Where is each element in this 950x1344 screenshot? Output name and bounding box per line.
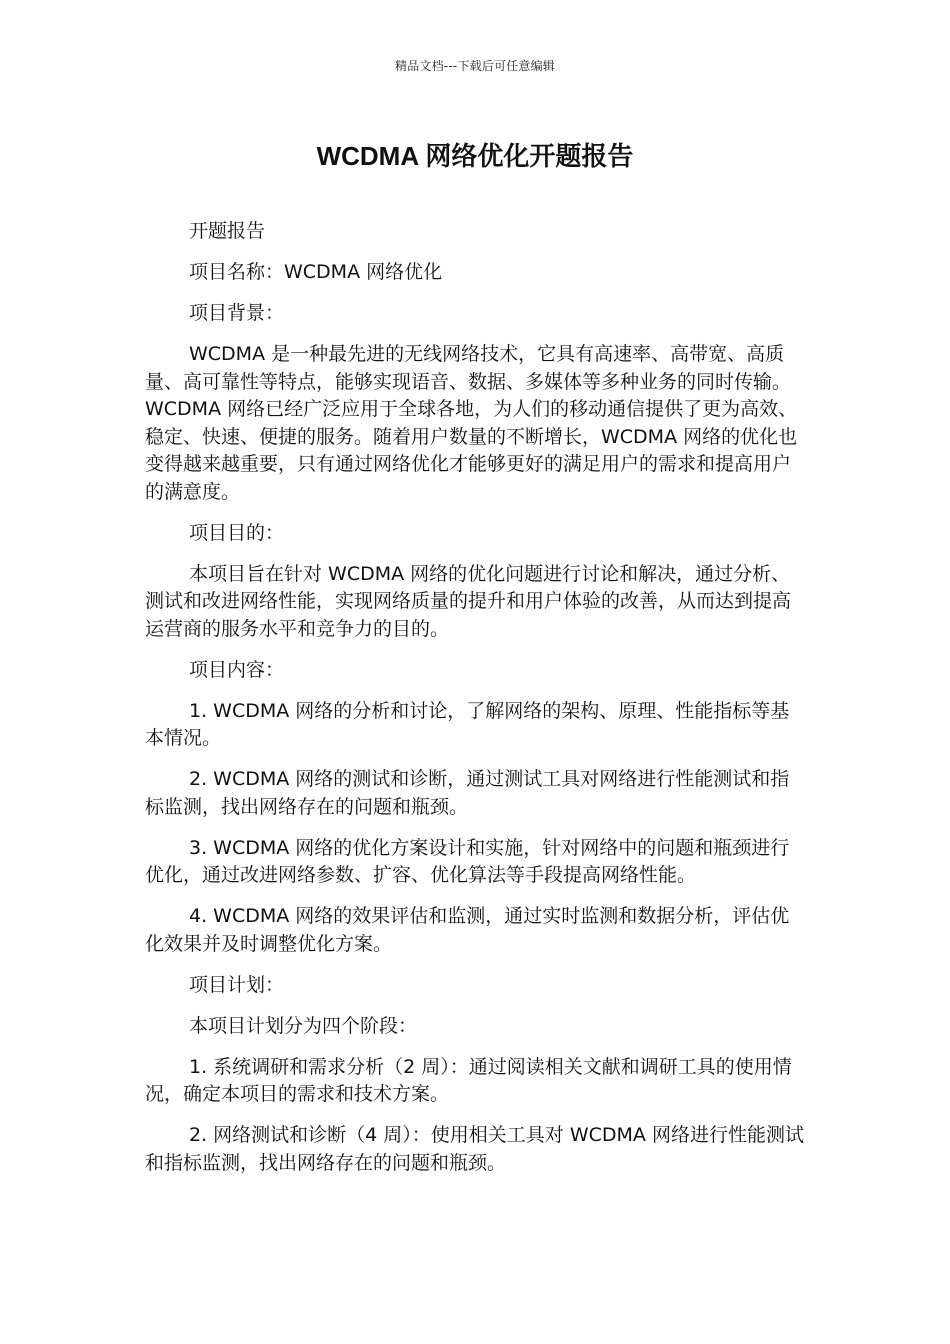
paragraph-content-heading: 项目内容： bbox=[189, 658, 285, 681]
paragraph-report-label: 开题报告 bbox=[189, 220, 266, 242]
paragraph-plan-stage-2: 2. 网络测试和诊断（4 周）：使用相关工具对 WCDMA 网络进行性能测试和指标监测，找出网络存在的问题和瓶颈。 bbox=[145, 1124, 804, 1174]
paragraph-background-heading: 项目背景： bbox=[189, 302, 285, 324]
document-title: WCDMA 网络优化开题报告 bbox=[316, 141, 634, 171]
page-header: 精品文档---下载后可任意编辑 bbox=[395, 59, 555, 73]
document-body bbox=[145, 218, 805, 1191]
paragraph-purpose-heading: 项目目的： bbox=[189, 521, 285, 544]
paragraph-content-item-1: 1. WCDMA 网络的分析和讨论，了解网络的架构、原理、性能指标等基本情况。 bbox=[145, 699, 790, 749]
paragraph-plan-heading: 项目计划： bbox=[189, 973, 285, 996]
paragraph-content-item-3: 3. WCDMA 网络的优化方案设计和实施，针对网络中的问题和瓶颈进行优化，通过改进网络参数、扩容、优化算法等手段提高网络性能。 bbox=[145, 836, 790, 886]
paragraph-content-item-4: 4. WCDMA 网络的效果评估和监测，通过实时监测和数据分析，评估优化效果并及时调整优化方案。 bbox=[145, 905, 790, 955]
paragraph-background-text: WCDMA 是一种最先进的无线网络技术，它具有高速率、高带宽、高质量、高可靠性等特点，能够实现语音、数据、多媒体等多种业务的同时传输。WCDMA 网络已经广泛应用于全球各地，为人们的移动通信提供了更为高效、稳定、快速、便捷的服务。随着用户数量的不断增长，WCDMA 网络的优化也变得越来越重要，只有通过网络优化才能够更好的满足用户的需求和提高用户的满意度。 bbox=[145, 343, 798, 503]
paragraph-plan-intro: 本项目计划分为四个阶段： bbox=[189, 1014, 418, 1037]
paragraph-purpose-text: 本项目旨在针对 WCDMA 网络的优化问题进行讨论和解决，通过分析、测试和改进网络性能，实现网络质量的提升和用户体验的改善，从而达到提高运营商的服务水平和竞争力的目的。 bbox=[145, 562, 792, 640]
paragraph-project-name: 项目名称：WCDMA 网络优化 bbox=[189, 261, 443, 283]
paragraph-content-item-2: 2. WCDMA 网络的测试和诊断，通过测试工具对网络进行性能测试和指标监测，找出网络存在的问题和瓶颈。 bbox=[145, 768, 790, 818]
paragraph-plan-stage-1: 1. 系统调研和需求分析（2 周）：通过阅读相关文献和调研工具的使用情况，确定本项目的需求和技术方案。 bbox=[145, 1055, 792, 1105]
